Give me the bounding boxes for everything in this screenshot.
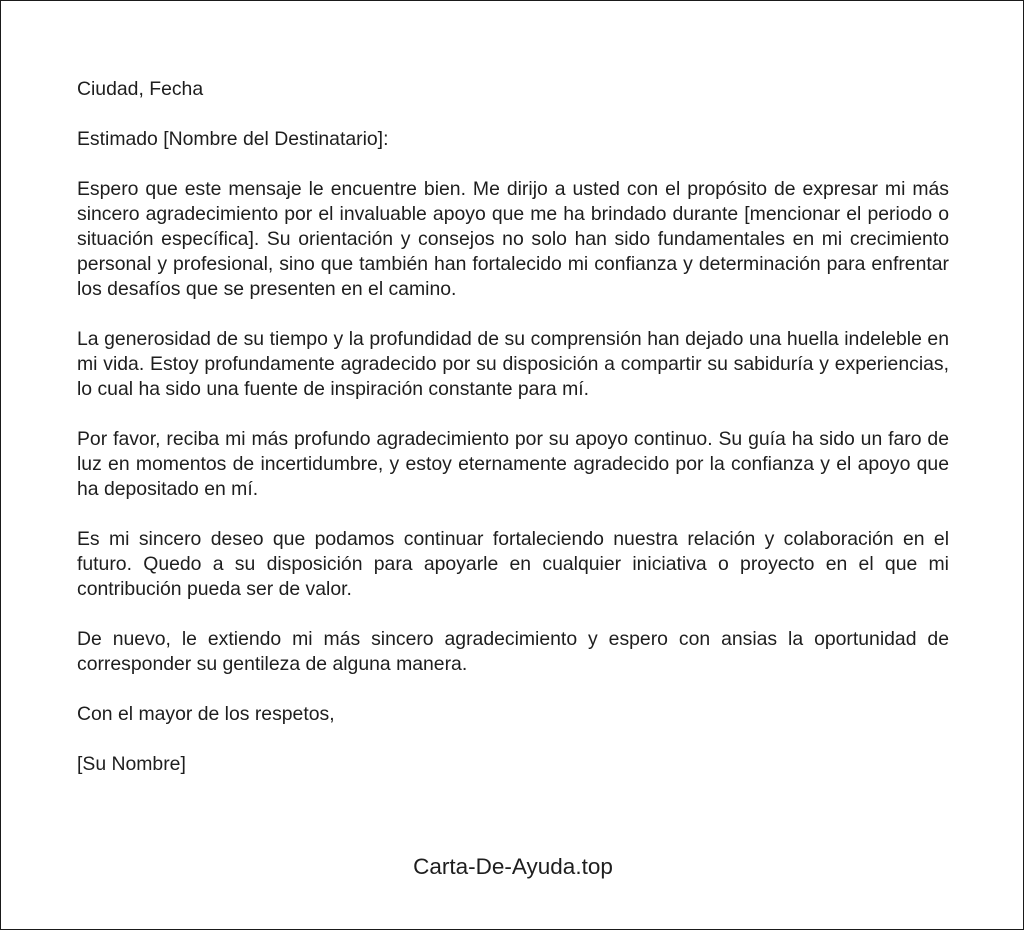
signature: [Su Nombre]: [77, 753, 186, 775]
paragraph-3: Por favor, reciba mi más profundo agradecimiento por su apoyo continuo. Su guía ha sido un faro de luz en momentos de incertidumbre, y estoy eternamente agradecido por la confianza y el apoyo que ha depositado en mí.: [77, 428, 949, 500]
paragraph-4: Es mi sincero deseo que podamos continuar fortaleciendo nuestra relación y colaboración en el futuro. Quedo a su disposición para apoyarle en cualquier iniciativa o proyecto en el que mi contribución pueda ser de valor.: [77, 528, 949, 600]
closing: Con el mayor de los respetos,: [77, 703, 335, 725]
site-footer: Carta-De-Ayuda.top: [413, 854, 613, 879]
greeting: Estimado [Nombre del Destinatario]:: [77, 128, 389, 150]
paragraph-1: Espero que este mensaje le encuentre bien. Me dirijo a usted con el propósito de expresar mi más sincero agradecimiento por el invaluable apoyo que me ha brindado durante [mencionar el periodo o situación específica]. Su orientación y consejos no solo han sido fundamentales en mi crecimiento personal y profesional, sino que también han fortalecido mi confianza y determinación para enfrentar los desafíos que se presenten en el camino.: [77, 178, 949, 300]
letter-body: [77, 77, 949, 802]
paragraph-5: De nuevo, le extiendo mi más sincero agradecimiento y espero con ansias la oportunidad de corresponder su gentileza de alguna manera.: [77, 628, 949, 675]
paragraph-2: La generosidad de su tiempo y la profundidad de su comprensión han dejado una huella indeleble en mi vida. Estoy profundamente agradecido por su disposición a compartir su sabiduría y experiencias, lo cual ha sido una fuente de inspiración constante para mí.: [77, 328, 949, 400]
place-date: Ciudad, Fecha: [77, 78, 204, 100]
